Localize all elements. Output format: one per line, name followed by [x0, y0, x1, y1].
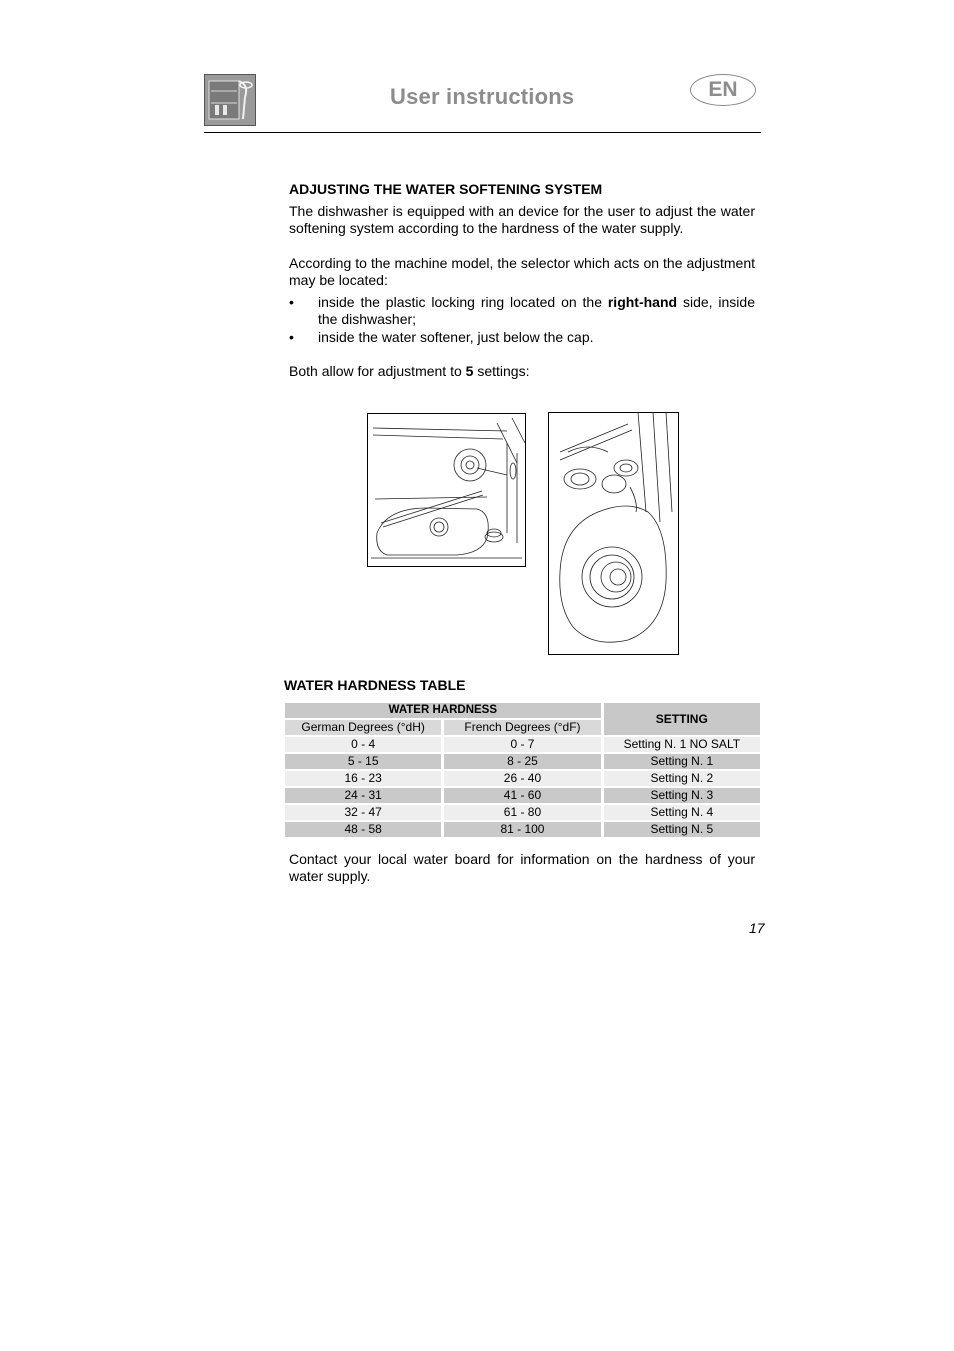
table-cell: Setting N. 5: [604, 822, 760, 837]
table-title: WATER HARDNESS TABLE: [284, 677, 466, 693]
table-cell: 16 - 23: [285, 771, 441, 786]
table-cell: Setting N. 1: [604, 754, 760, 769]
settings-paragraph: [289, 363, 755, 380]
bullet-text: inside the water softener, just below the cap.: [318, 329, 594, 345]
header-divider: [204, 132, 761, 133]
intro-paragraph: The dishwasher is equipped with an device for the user to adjust the water softening system according to the hardness of the water supply.: [289, 203, 755, 236]
table-cell: 5 - 15: [285, 754, 441, 769]
table-column-header: German Degrees (°dH): [285, 720, 441, 735]
table-setting-header: SETTING: [604, 703, 760, 735]
bullet-icon: •: [289, 329, 294, 345]
table-row: [285, 754, 760, 769]
location-paragraph: According to the machine model, the selector which acts on the adjustment may be located:: [289, 255, 755, 288]
table-row: [285, 805, 760, 820]
bullet-text: side, inside the dishwasher;: [318, 294, 755, 327]
water-hardness-table: [282, 701, 763, 839]
table-cell: 41 - 60: [444, 788, 600, 803]
table-group-header: WATER HARDNESS: [285, 703, 601, 718]
water-softener-cap-illustration: [548, 412, 679, 655]
table-cell: 0 - 4: [285, 737, 441, 752]
table-cell: 32 - 47: [285, 805, 441, 820]
para-text: settings:: [473, 363, 530, 379]
table-row: [285, 822, 760, 837]
list-item: [289, 329, 755, 346]
language-badge: EN: [690, 74, 756, 106]
table-row: [285, 771, 760, 786]
table-cell: Setting N. 2: [604, 771, 760, 786]
page-title: User instructions: [390, 84, 575, 109]
bullet-text: inside the plastic locking ring located on the: [318, 294, 608, 310]
settings-count: 5: [465, 363, 474, 379]
table-column-header: French Degrees (°dF): [444, 720, 600, 735]
table-row: [285, 788, 760, 803]
table-cell: 81 - 100: [444, 822, 600, 837]
dishwasher-interior-illustration: [367, 413, 526, 567]
table-cell: 61 - 80: [444, 805, 600, 820]
page-number: 17: [749, 920, 765, 936]
table-cell: Setting N. 1 NO SALT: [604, 737, 760, 752]
bullet-icon: •: [289, 294, 294, 310]
table-cell: 26 - 40: [444, 771, 600, 786]
contact-paragraph: Contact your local water board for information on the hardness of your water supply.: [289, 851, 755, 884]
table-cell: 0 - 7: [444, 737, 600, 752]
table-cell: Setting N. 4: [604, 805, 760, 820]
bullet-bold-text: right-hand: [607, 294, 678, 310]
dishwasher-logo-icon: [204, 74, 256, 126]
para-text: Both allow for adjustment to: [289, 363, 466, 379]
list-item: [289, 294, 755, 328]
section-title: ADJUSTING THE WATER SOFTENING SYSTEM: [289, 181, 603, 197]
table-cell: 8 - 25: [444, 754, 600, 769]
table-cell: 48 - 58: [285, 822, 441, 837]
table-cell: Setting N. 3: [604, 788, 760, 803]
table-row: [285, 737, 760, 752]
table-cell: 24 - 31: [285, 788, 441, 803]
